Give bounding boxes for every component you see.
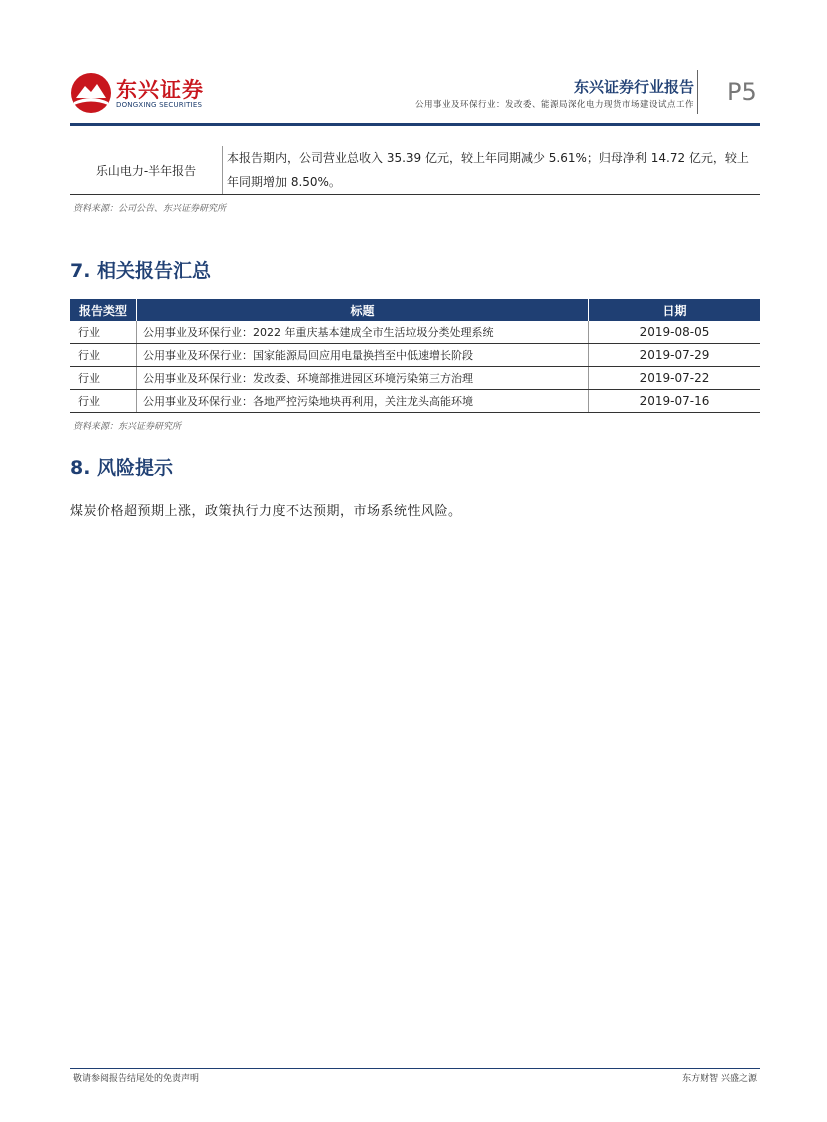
report-type: 行业 bbox=[70, 367, 137, 390]
report-date: 2019-07-16 bbox=[589, 390, 761, 413]
risk-text: 煤炭价格超预期上涨，政策执行力度不达预期，市场系统性风险。 bbox=[70, 504, 462, 519]
footer-disclaimer-note: 敬请参阅报告结尾处的免责声明 bbox=[73, 1074, 200, 1084]
report-type: 行业 bbox=[70, 390, 137, 413]
table-header-row bbox=[70, 299, 760, 321]
report-title-link[interactable]: 公用事业及环保行业：各地严控污染地块再利用，关注龙头高能环境 bbox=[137, 390, 589, 413]
section-8-heading: 8. 风险提示 bbox=[70, 457, 174, 479]
table-bottom-rule bbox=[70, 194, 760, 195]
report-title: 东兴证券行业报告 bbox=[573, 78, 694, 96]
table-row bbox=[70, 146, 760, 194]
table-row bbox=[70, 321, 760, 344]
report-title-link[interactable]: 公用事业及环保行业：2022 年重庆基本建成全市生活垃圾分类处理系统 bbox=[137, 321, 589, 344]
table-row bbox=[70, 367, 760, 390]
logo-text-en: DONGXING SECURITIES bbox=[116, 101, 203, 109]
section-7-heading: 7. 相关报告汇总 bbox=[70, 260, 212, 282]
table-row bbox=[70, 344, 760, 367]
announcement-table bbox=[70, 146, 760, 194]
table-row bbox=[70, 390, 760, 413]
page-number: P5 bbox=[727, 78, 757, 106]
column-header-title: 标题 bbox=[137, 299, 589, 321]
related-reports-table bbox=[70, 299, 760, 413]
column-header-date: 日期 bbox=[589, 299, 761, 321]
content-cell: 本报告期内，公司营业总收入 35.39 亿元，较上年同期减少 5.61%；归母净利 14.72 亿元，较上年同期增加 8.50%。 bbox=[227, 151, 749, 189]
company-cell: 乐山电力-半年报告 bbox=[70, 146, 223, 194]
report-title-link[interactable]: 公用事业及环保行业：国家能源局回应用电量换挡至中低速增长阶段 bbox=[137, 344, 589, 367]
dongxing-logo-icon bbox=[70, 72, 112, 114]
footer-slogan: 东方财智 兴盛之源 bbox=[682, 1074, 757, 1084]
header-divider bbox=[697, 70, 698, 114]
reports-source: 资料来源：东兴证券研究所 bbox=[73, 422, 182, 432]
logo-text-cn: 东兴证券 bbox=[116, 78, 204, 102]
report-date: 2019-08-05 bbox=[589, 321, 761, 344]
report-date: 2019-07-22 bbox=[589, 367, 761, 390]
report-date: 2019-07-29 bbox=[589, 344, 761, 367]
report-type: 行业 bbox=[70, 344, 137, 367]
header-rule bbox=[70, 123, 760, 126]
report-subtitle: 公用事业及环保行业：发改委、能源局深化电力现货市场建设试点工作 bbox=[414, 100, 694, 110]
report-title-link[interactable]: 公用事业及环保行业：发改委、环境部推进园区环境污染第三方治理 bbox=[137, 367, 589, 390]
report-type: 行业 bbox=[70, 321, 137, 344]
column-header-type: 报告类型 bbox=[70, 299, 137, 321]
footer-rule bbox=[70, 1068, 760, 1069]
announcement-source: 资料来源：公司公告、东兴证券研究所 bbox=[73, 204, 227, 214]
company-logo bbox=[70, 72, 204, 114]
